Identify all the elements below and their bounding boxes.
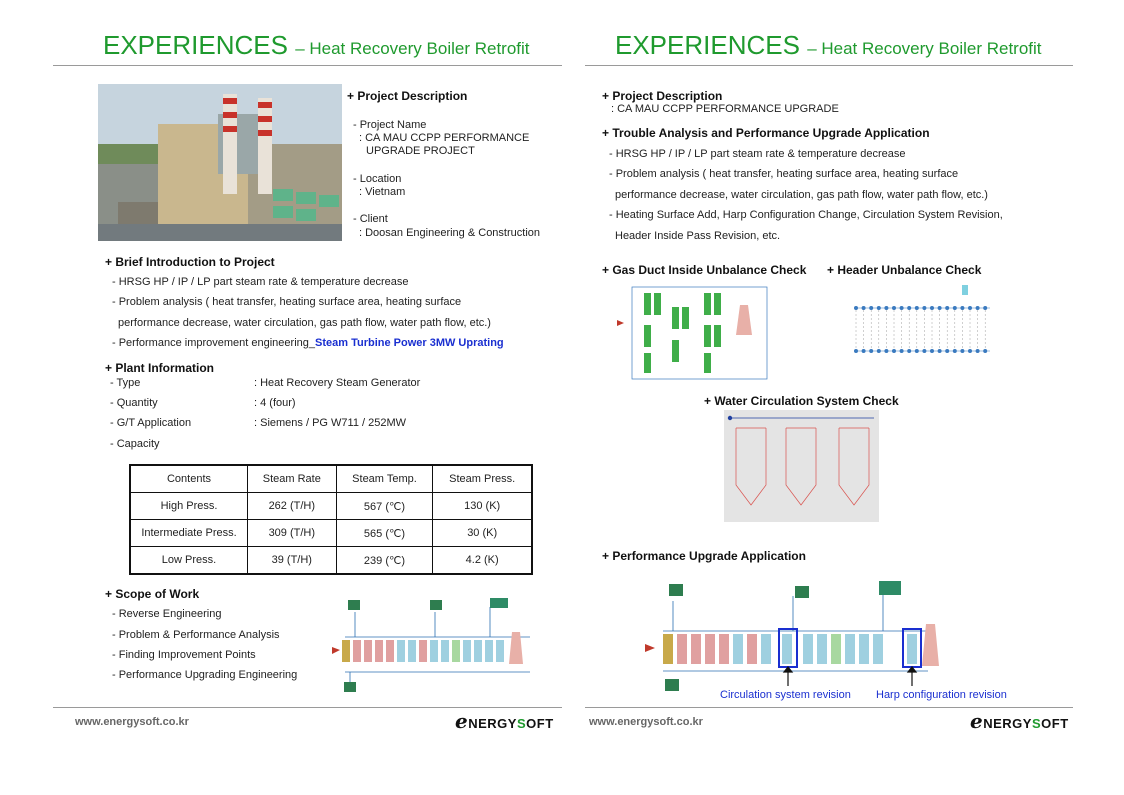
brief-line-2: - Problem analysis ( heat transfer, heating surface area, heating surface: [112, 296, 462, 308]
logo-e: e: [455, 709, 469, 733]
header-node-dot: [869, 349, 873, 353]
header-node-dot: [922, 306, 926, 310]
table-row: [130, 520, 532, 547]
header-node-dot: [877, 306, 881, 310]
table-cell: 4.2 (K): [433, 547, 532, 575]
left-footer-url: www.energysoft.co.kr: [75, 716, 189, 728]
header-node-dot: [869, 306, 873, 310]
header-node-dot: [930, 349, 934, 353]
left-project-description-heading: + Project Description: [347, 89, 468, 103]
logo-e: e: [970, 709, 984, 733]
table-cell: High Press.: [130, 493, 248, 520]
left-energysoft-logo: [455, 709, 554, 733]
brief-line-4: [112, 337, 504, 349]
header-node-dot: [900, 306, 904, 310]
logo-s: S: [1031, 716, 1042, 731]
performance-upgrade-heading: + Performance Upgrade Application: [602, 549, 806, 563]
table-cell: 239 (℃): [336, 547, 433, 575]
header-node-dot: [960, 306, 964, 310]
project-name-label: - Project Name: [353, 119, 427, 131]
plant-capacity-label: - Capacity: [110, 438, 160, 450]
header-node-dot: [953, 306, 957, 310]
trouble-line-1: - HRSG HP / IP / LP part steam rate & temperature decrease: [609, 148, 906, 160]
scope-item: - Finding Improvement Points: [112, 649, 256, 661]
header-node-dot: [983, 349, 987, 353]
logo-oft: OFT: [526, 716, 554, 731]
header-node-dot: [953, 349, 957, 353]
caption-circulation: Circulation system revision: [720, 689, 851, 701]
header-node-dot: [892, 306, 896, 310]
right-title-sub: – Heat Recovery Boiler Retrofit: [807, 39, 1042, 58]
table-header-cell: Contents: [130, 465, 248, 493]
right-top-rule: [585, 65, 1073, 66]
brief-line-4-prefix: - Performance improvement engineering_: [112, 337, 315, 349]
right-project-description-heading: + Project Description: [602, 89, 723, 103]
left-page-title: [103, 30, 530, 61]
plant-type-value: : Heat Recovery Steam Generator: [254, 377, 421, 389]
header-node-dot: [854, 306, 858, 310]
performance-upgrade-diagram: [643, 576, 943, 694]
table-header-cell: Steam Rate: [248, 465, 337, 493]
table-cell: Low Press.: [130, 547, 248, 575]
table-header-row: [130, 465, 532, 493]
header-node-dot: [983, 306, 987, 310]
right-page-title: [615, 30, 1042, 61]
plant-gt-label: - G/T Application: [110, 417, 192, 429]
logo-s: S: [516, 716, 527, 731]
left-title-sub: – Heat Recovery Boiler Retrofit: [295, 39, 530, 58]
right-project-description-value: : CA MAU CCPP PERFORMANCE UPGRADE: [611, 103, 839, 115]
plant-quantity-label: - Quantity: [110, 397, 158, 409]
trouble-line-5: Header Inside Pass Revision, etc.: [615, 230, 781, 242]
water-circulation-diagram: [724, 410, 879, 522]
water-circulation-heading: + Water Circulation System Check: [704, 394, 899, 408]
trouble-line-3: performance decrease, water circulation, gas path flow, water path flow, etc.): [615, 189, 988, 201]
table-cell: 565 (℃): [336, 520, 433, 547]
header-node-dot: [854, 349, 858, 353]
left-bottom-rule: [53, 707, 562, 708]
left-title-main: EXPERIENCES: [103, 30, 288, 60]
right-title-main: EXPERIENCES: [615, 30, 800, 60]
scope-item: - Problem & Performance Analysis: [112, 629, 280, 641]
table-cell: 39 (T/H): [248, 547, 337, 575]
project-name-value-1: : CA MAU CCPP PERFORMANCE: [359, 132, 530, 144]
logo-nergy: NERGY: [983, 716, 1032, 731]
client-value: : Doosan Engineering & Construction: [359, 227, 540, 239]
table-header-cell: Steam Temp.: [336, 465, 433, 493]
caption-harp: Harp configuration revision: [876, 689, 1007, 701]
header-node-dot: [900, 349, 904, 353]
gas-duct-diagram: [612, 285, 770, 380]
brief-heading: + Brief Introduction to Project: [105, 255, 275, 269]
right-energysoft-logo: [970, 709, 1069, 733]
project-name-value-2: UPGRADE PROJECT: [366, 145, 475, 157]
header-unbalance-diagram: [850, 283, 995, 363]
header-node-dot: [884, 306, 888, 310]
plant-type-label: - Type: [110, 377, 141, 389]
header-node-dot: [968, 306, 972, 310]
power-plant-photo: [98, 84, 342, 241]
logo-oft: OFT: [1041, 716, 1069, 731]
plant-heading: + Plant Information: [105, 361, 215, 375]
scope-item: - Performance Upgrading Engineering: [112, 669, 298, 681]
left-top-rule: [53, 65, 562, 66]
header-node-dot: [968, 349, 972, 353]
table-header-cell: Steam Press.: [433, 465, 532, 493]
tube-banks: [342, 640, 504, 662]
header-node-dot: [862, 306, 866, 310]
header-node-dot: [892, 349, 896, 353]
table-cell: 309 (T/H): [248, 520, 337, 547]
header-node-dot: [915, 349, 919, 353]
header-node-dot: [930, 306, 934, 310]
brief-line-1: - HRSG HP / IP / LP part steam rate & temperature decrease: [112, 276, 409, 288]
header-node-dot: [960, 349, 964, 353]
location-label: - Location: [353, 173, 402, 185]
table-cell: 30 (K): [433, 520, 532, 547]
scope-heading: + Scope of Work: [105, 587, 200, 601]
header-node-dot: [907, 349, 911, 353]
client-label: - Client: [353, 213, 388, 225]
header-node-dot: [938, 349, 942, 353]
table-cell: 130 (K): [433, 493, 532, 520]
header-node-dot: [945, 306, 949, 310]
header-node-dot: [862, 349, 866, 353]
plant-gt-value: : Siemens / PG W711 / 252MW: [254, 417, 407, 429]
header-node-dot: [922, 349, 926, 353]
location-value: : Vietnam: [359, 186, 406, 198]
brief-line-4-highlight: Steam Turbine Power 3MW Uprating: [315, 337, 504, 349]
header-node-dot: [938, 306, 942, 310]
header-node-dot: [884, 349, 888, 353]
table-row: [130, 493, 532, 520]
left-process-diagram: [330, 592, 535, 702]
plant-quantity-value: : 4 (four): [254, 397, 296, 409]
header-node-dot: [976, 306, 980, 310]
header-node-dot: [877, 349, 881, 353]
gas-duct-heading: + Gas Duct Inside Unbalance Check: [602, 263, 807, 277]
right-footer-url: www.energysoft.co.kr: [589, 716, 703, 728]
capacity-table: [129, 464, 533, 575]
header-node-dot: [915, 306, 919, 310]
brief-line-3: performance decrease, water circulation, gas path flow, water path flow, etc.): [118, 317, 491, 329]
right-bottom-rule: [585, 707, 1073, 708]
header-unbalance-heading: + Header Unbalance Check: [827, 263, 982, 277]
trouble-heading: + Trouble Analysis and Performance Upgrade Application: [602, 126, 930, 140]
table-cell: 262 (T/H): [248, 493, 337, 520]
logo-nergy: NERGY: [468, 716, 517, 731]
table-row: [130, 547, 532, 575]
trouble-line-2: - Problem analysis ( heat transfer, heating surface area, heating surface: [609, 168, 959, 180]
header-node-dot: [907, 306, 911, 310]
table-cell: Intermediate Press.: [130, 520, 248, 547]
header-node-dot: [976, 349, 980, 353]
table-cell: 567 (℃): [336, 493, 433, 520]
header-node-dot: [945, 349, 949, 353]
scope-item: - Reverse Engineering: [112, 608, 222, 620]
trouble-line-4: - Heating Surface Add, Harp Configuration Change, Circulation System Revision,: [609, 209, 1003, 221]
